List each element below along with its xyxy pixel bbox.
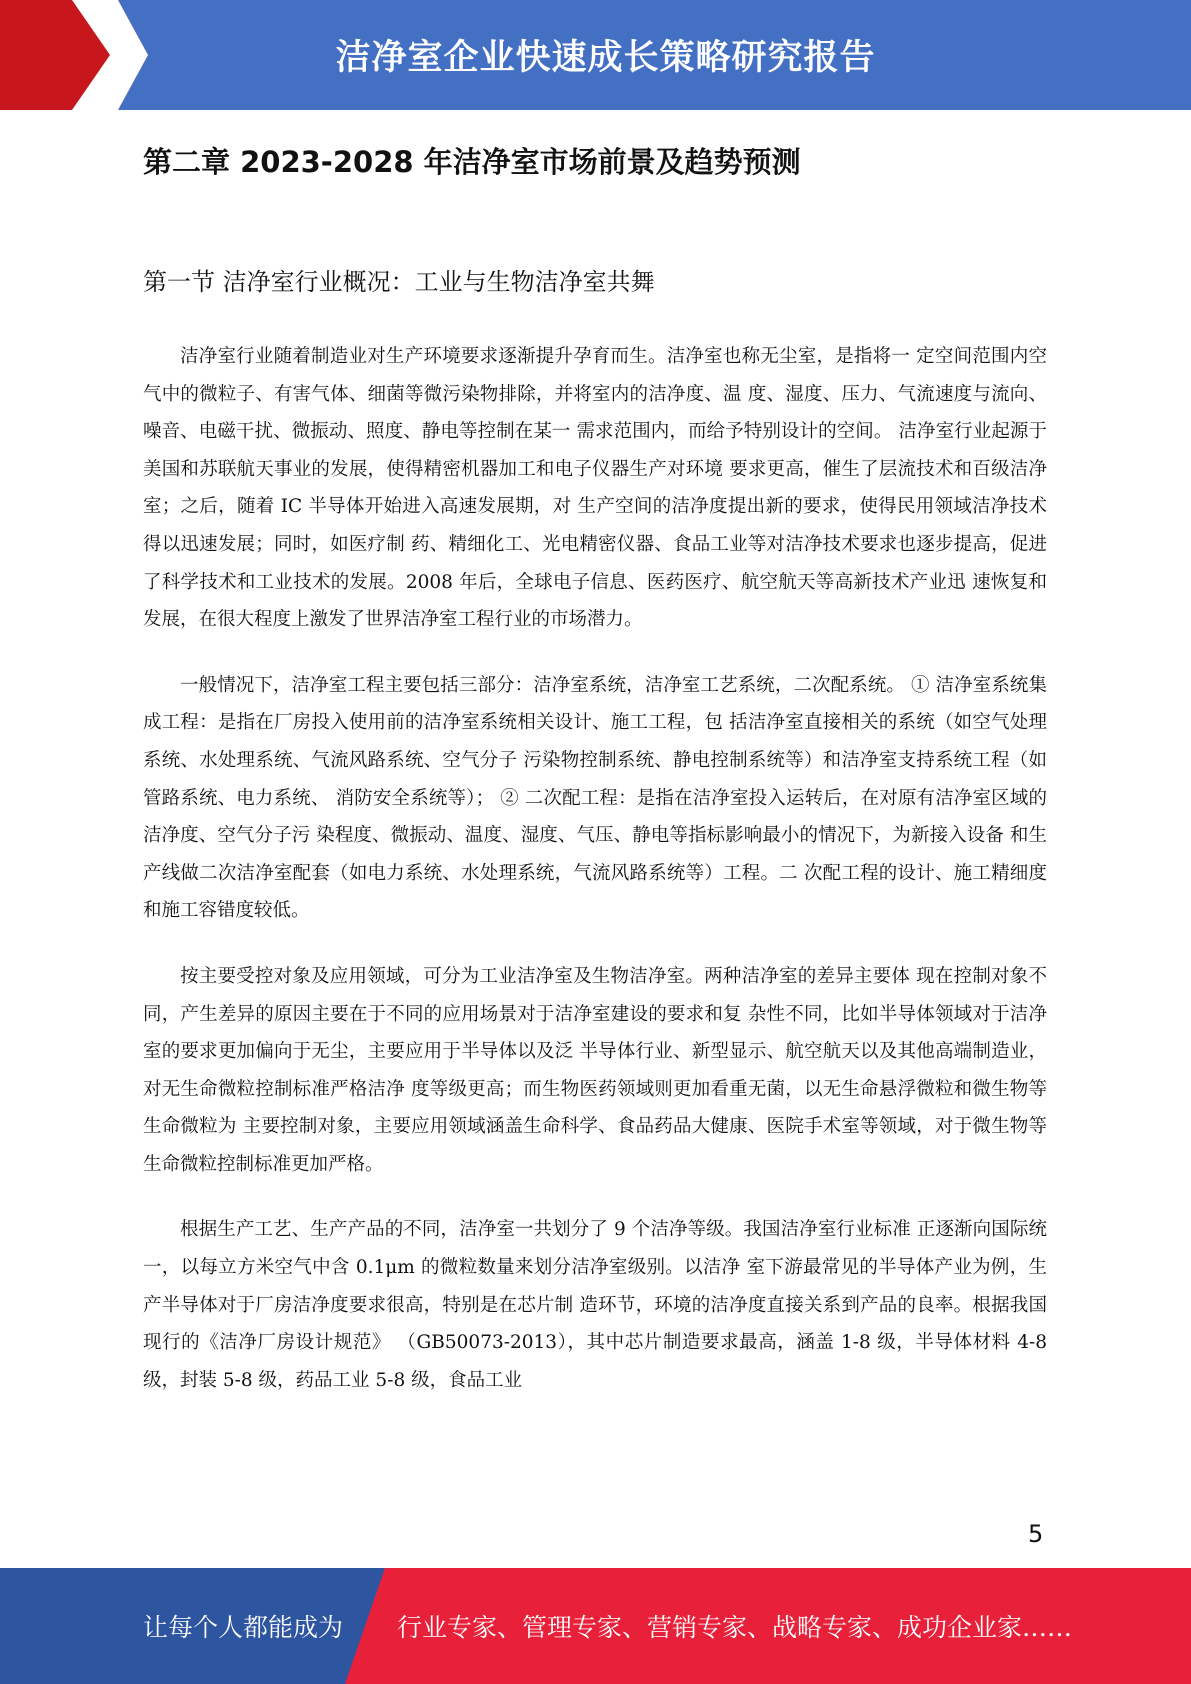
section-title: 第一节 洁净室行业概况：工业与生物洁净室共舞 (143, 268, 655, 296)
report-title: 洁净室企业快速成长策略研究报告 (335, 38, 876, 78)
page-number: 5 (1028, 1520, 1044, 1548)
footer-banner (0, 1568, 1191, 1684)
paragraph: 按主要受控对象及应用领域，可分为工业洁净室及生物洁净室。两种洁净室的差异主要体 现在控制对象不同，产生差异的原因主要在于不同的应用场景对于洁净室建设的要求和复 杂性不同，比如半导体领域对于洁净室的要求更加偏向于无尘，主要应用于半导体以及泛 半导体行业、新型显示、航空航天以及其他高端制造业，对无生命微粒控制标准严格洁净 度等级更高；而生物医药领域则更加看重无菌，以无生命悬浮微粒和微生物等生命微粒为 主要控制对象，主要应用领域涵盖生命科学、食品药品大健康、医院手术室等领域，对于微生物等生命微粒控制标准更加严格。 (143, 965, 1047, 1175)
paragraph: 一般情况下，洁净室工程主要包括三部分：洁净室系统，洁净室工艺系统，二次配系统。 ① 洁净室系统集成工程：是指在厂房投入使用前的洁净室系统相关设计、施工工程，包 括洁净室直接相关的系统（如空气处理系统、水处理系统、气流风路系统、空气分子 污染物控制系统、静电控制系统等）和洁净室支持系统工程（如管路系统、电力系统、 消防安全系统等）； ② 二次配工程：是指在洁净室投入运转后，在对原有洁净室区域的洁净度、空气分子污 染程度、微振动、温度、湿度、气压、静电等指标影响最小的情况下，为新接入设备 和生产线做二次洁净室配套（如电力系统、水处理系统，气流风路系统等）工程。二 次配工程的设计、施工精细度和施工容错度较低。 (143, 674, 1047, 922)
body-text (143, 338, 1047, 1399)
header-banner (0, 0, 1191, 110)
footer-slogan-right: 行业专家、管理专家、营销专家、战略专家、成功企业家…… (397, 1613, 1073, 1642)
paragraph: 洁净室行业随着制造业对生产环境要求逐渐提升孕育而生。洁净室也称无尘室，是指将一 定空间范围内空气中的微粒子、有害气体、细菌等微污染物排除，并将室内的洁净度、温 度、湿度、压力、气流速度与流向、噪音、电磁干扰、微振动、照度、静电等控制在某一 需求范围内，而给予特别设计的空间。 洁净室行业起源于美国和苏联航天事业的发展，使得精密机器加工和电子仪器生产对环境 要求更高，催生了层流技术和百级洁净室；之后，随着 IC 半导体开始进入高速发展期，对 生产空间的洁净度提出新的要求，使得民用领域洁净技术得以迅速发展；同时，如医疗制 药、精细化工、光电精密仪器、食品工业等对洁净技术要求也逐步提高，促进了科学技术和工业技术的发展。2008 年后，全球电子信息、医药医疗、航空航天等高新技术产业迅 速恢复和发展，在很大程度上激发了世界洁净室工程行业的市场潜力。 (143, 346, 1047, 631)
paragraph: 根据生产工艺、生产产品的不同，洁净室一共划分了 9 个洁净等级。我国洁净室行业标准 正逐渐向国际统一，以每立方米空气中含 0.1μm 的微粒数量来划分洁净室级别。以洁净 室下游最常见的半导体产业为例，生产半导体对于厂房洁净度要求很高，特别是在芯片制 造环节，环境的洁净度直接关系到产品的良率。根据我国现行的《洁净厂房设计规范》 （GB50073-2013），其中芯片制造要求最高，涵盖 1-8 级，半导体材料 4-8 级，封装 5-8 级，药品工业 5-8 级，食品工业 (143, 1219, 1047, 1391)
chapter-title: 第二章 2023-2028 年洁净室市场前景及趋势预测 (143, 145, 801, 179)
page-content (143, 130, 1047, 1427)
footer-slogan-left: 让每个人都能成为 (143, 1613, 344, 1642)
